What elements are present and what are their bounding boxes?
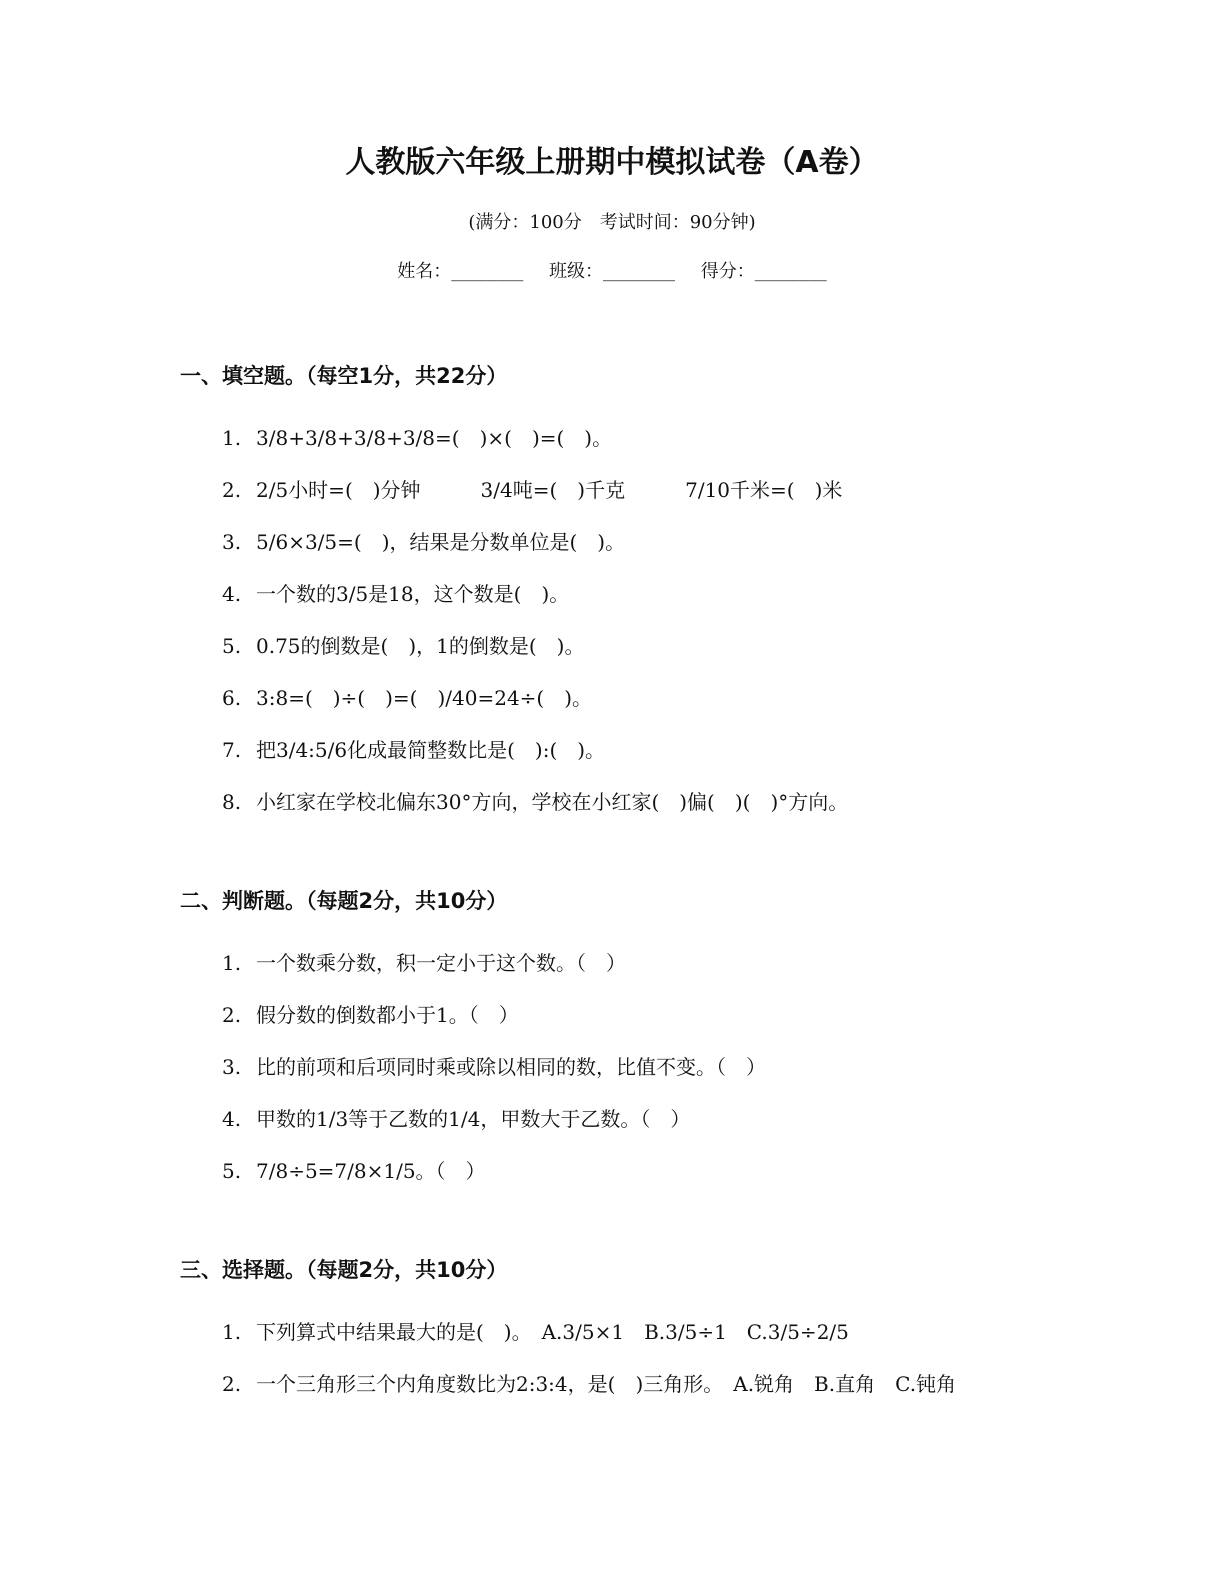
question-number: 4. <box>222 582 242 606</box>
question-number: 1. <box>222 951 242 975</box>
question-item <box>180 412 848 464</box>
question-item <box>180 1145 766 1197</box>
score-field: 得分：________ <box>700 261 827 282</box>
question-text: 小红家在学校北偏东30°方向，学校在小红家( )偏( )( )°方向。 <box>256 790 849 814</box>
question-item <box>180 620 848 672</box>
exam-subtitle: (满分：100分 考试时间：90分钟) <box>468 212 756 233</box>
question-item <box>180 1306 956 1358</box>
class-field: 班级：________ <box>549 261 675 282</box>
section-true-false <box>180 883 766 1197</box>
question-number: 6. <box>222 686 242 710</box>
question-number: 7. <box>222 738 242 762</box>
question-text: 2/5小时=( )分钟 3/4吨=( )千克 7/10千米=( )米 <box>256 478 843 502</box>
section-fill-in-blank <box>180 358 848 828</box>
question-number: 3. <box>222 530 242 554</box>
question-number: 4. <box>222 1107 242 1131</box>
question-text: 下列算式中结果最大的是( )。 A.3/5×1 B.3/5÷1 C.3/5÷2/5 <box>256 1320 849 1344</box>
question-number: 2. <box>222 1003 242 1027</box>
question-number: 1. <box>222 1320 242 1344</box>
question-item <box>180 724 848 776</box>
question-text: 一个数的3/5是18，这个数是( )。 <box>256 582 570 606</box>
question-list <box>180 1306 956 1410</box>
question-item <box>180 937 766 989</box>
question-text: 一个三角形三个内角度数比为2:3:4，是( )三角形。 A.锐角 B.直角 C.钝角 <box>256 1372 957 1396</box>
question-text: 一个数乘分数，积一定小于这个数。（ ） <box>256 951 626 975</box>
section-title: 三、选择题。（每题2分，共10分） <box>180 1258 508 1282</box>
section-title: 一、填空题。（每空1分，共22分） <box>180 364 508 388</box>
question-item <box>180 464 848 516</box>
question-list <box>180 412 848 828</box>
question-item <box>180 776 848 828</box>
name-field: 姓名：________ <box>397 261 524 282</box>
question-item <box>180 1093 766 1145</box>
question-number: 3. <box>222 1055 242 1079</box>
question-list <box>180 937 766 1197</box>
question-number: 5. <box>222 1159 242 1183</box>
question-item <box>180 516 848 568</box>
section-multiple-choice <box>180 1252 956 1410</box>
question-text: 5/6×3/5=( )，结果是分数单位是( )。 <box>256 530 626 554</box>
question-item <box>180 1041 766 1093</box>
question-text: 3:8=( )÷( )=( )/40=24÷( )。 <box>256 686 593 710</box>
question-text: 甲数的1/3等于乙数的1/4，甲数大于乙数。（ ） <box>256 1107 691 1131</box>
question-number: 2. <box>222 1372 242 1396</box>
question-text: 3/8+3/8+3/8+3/8=( )×( )=( )。 <box>256 426 613 450</box>
question-number: 5. <box>222 634 242 658</box>
question-text: 比的前项和后项同时乘或除以相同的数，比值不变。（ ） <box>256 1055 766 1079</box>
question-text: 假分数的倒数都小于1。（ ） <box>256 1003 519 1027</box>
question-number: 8. <box>222 790 242 814</box>
question-text: 把3/4:5/6化成最简整数比是( ):( )。 <box>256 738 606 762</box>
exam-title: 人教版六年级上册期中模拟试卷（A卷） <box>345 145 879 180</box>
question-item <box>180 672 848 724</box>
section-title: 二、判断题。（每题2分，共10分） <box>180 889 508 913</box>
question-number: 1. <box>222 426 242 450</box>
question-item <box>180 568 848 620</box>
question-item <box>180 989 766 1041</box>
student-info-row <box>0 257 1224 287</box>
question-item <box>180 1358 956 1410</box>
question-text: 7/8÷5=7/8×1/5。（ ） <box>256 1159 486 1183</box>
question-text: 0.75的倒数是( )，1的倒数是( )。 <box>256 634 585 658</box>
question-number: 2. <box>222 478 242 502</box>
